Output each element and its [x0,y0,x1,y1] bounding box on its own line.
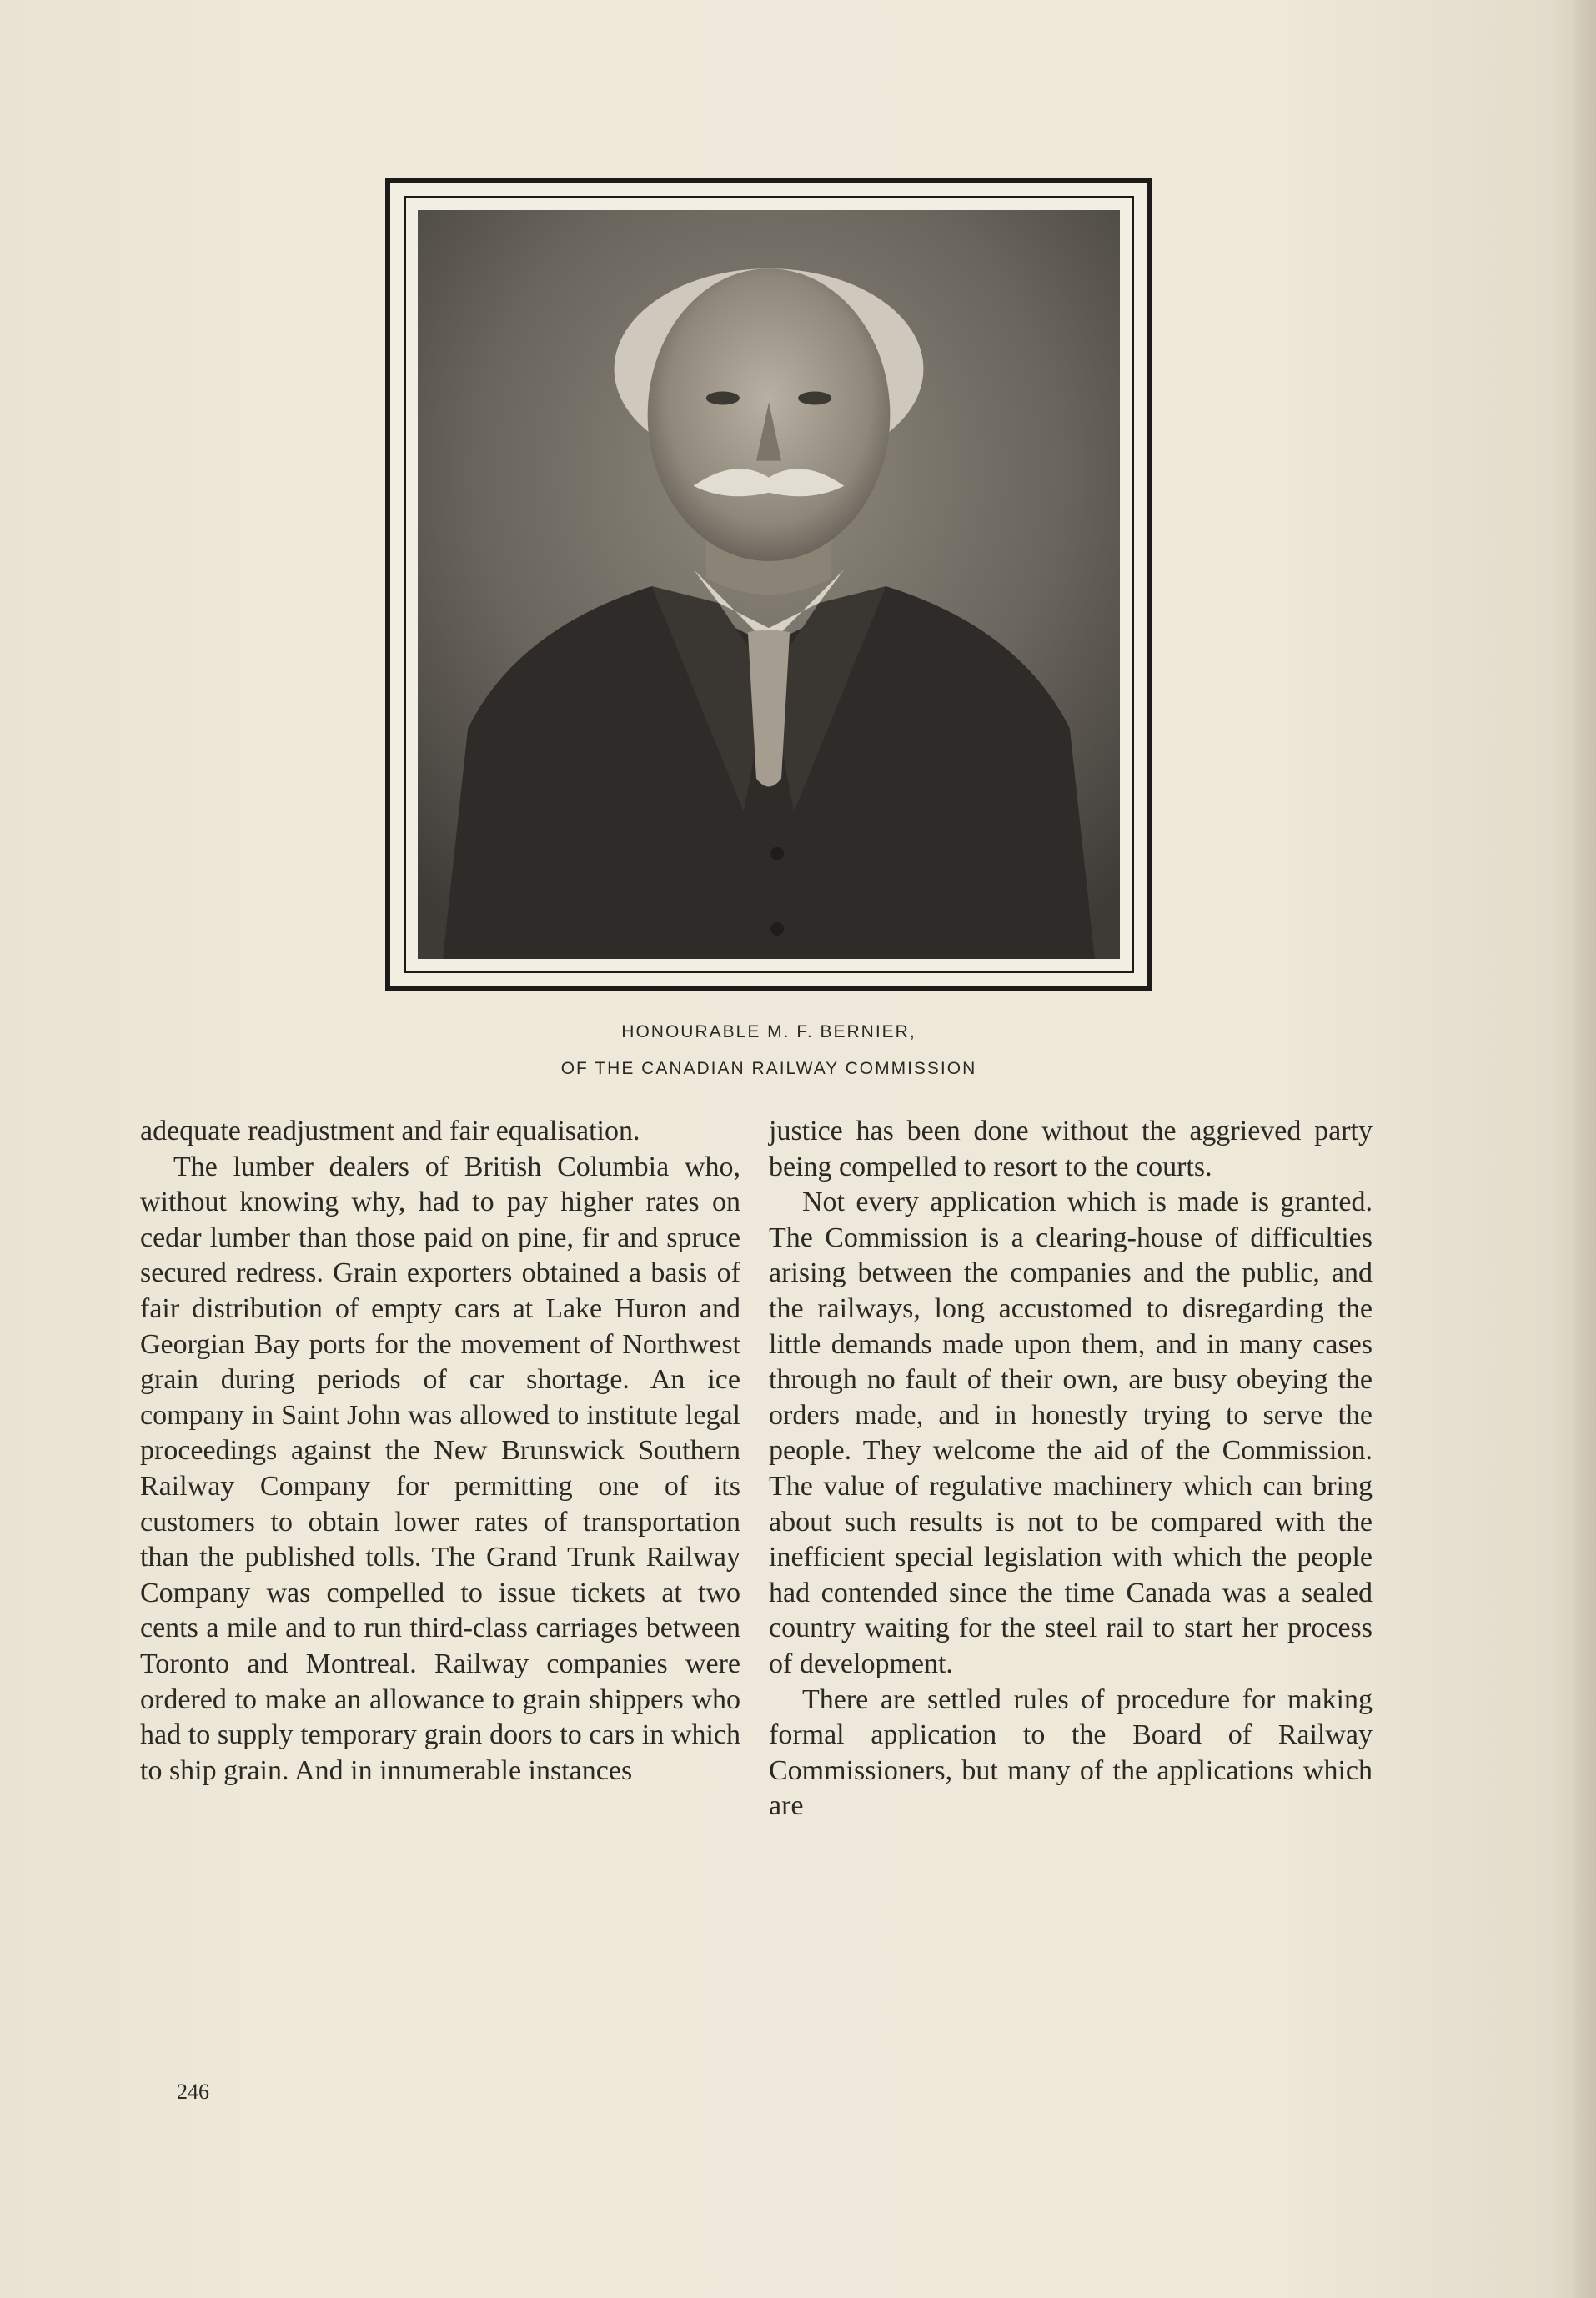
portrait-inner-border [404,196,1134,973]
right-column [769,1114,1373,1824]
page-edge [1574,0,1596,2298]
portrait-caption-line2: OF THE CANADIAN RAILWAY COMMISSION [560,1059,977,1078]
left-paragraph-1: adequate readjustment and fair equalisation. [140,1116,640,1146]
right-paragraph-3: There are settled rules of procedure for making formal application to the Board of Railway Commissioners, but many of the applications which are [769,1683,1373,1822]
portrait-caption-line1: HONOURABLE M. F. BERNIER, [621,1022,916,1041]
right-paragraph-1: justice has been done without the aggrieved party being compelled to resort to the courts. [769,1116,1373,1182]
portrait-illustration [418,210,1120,959]
left-column [140,1114,740,1789]
right-paragraph-2: Not every application which is made is granted. The Commission is a clearing-house of difficulties arising between the companies and the public, and the railways, long accustomed to disregarding the little demands made upon them, and in many cases through no fault of their own, are busy obeying the orders made, and in honestly trying to serve the people. They welcome the aid of the Commission. The value of regulative machinery which can bring about such results is not to be compared with the inefficient special legislation with which the people had contended since the time Canada was a sealed country waiting for the steel rail to start her process of development. [769,1187,1373,1679]
portrait-frame [385,178,1152,991]
portrait-photo [418,210,1120,959]
page-number: 246 [177,2080,209,2104]
left-paragraph-2: The lumber dealers of British Columbia who, without knowing why, had to pay higher rates on cedar lumber than those paid on pine, fir and spruce secured redress. Grain exporters obtained a basis of fair distribution of empty cars at Lake Huron and Georgian Bay ports for the movement of Northwest grain during periods of car shortage. An ice company in Saint John was allowed to institute legal proceedings against the New Brunswick Southern Railway Company for permitting one of its customers to obtain lower rates of transportation than the published tolls. The Grand Trunk Railway Company was compelled to issue tickets at two cents a mile and to run third-class carriages between Toronto and Montreal. Railway companies were ordered to make an allowance to grain shippers who had to supply temporary grain doors to cars in which to ship grain. And in innumerable instances [140,1151,740,1786]
